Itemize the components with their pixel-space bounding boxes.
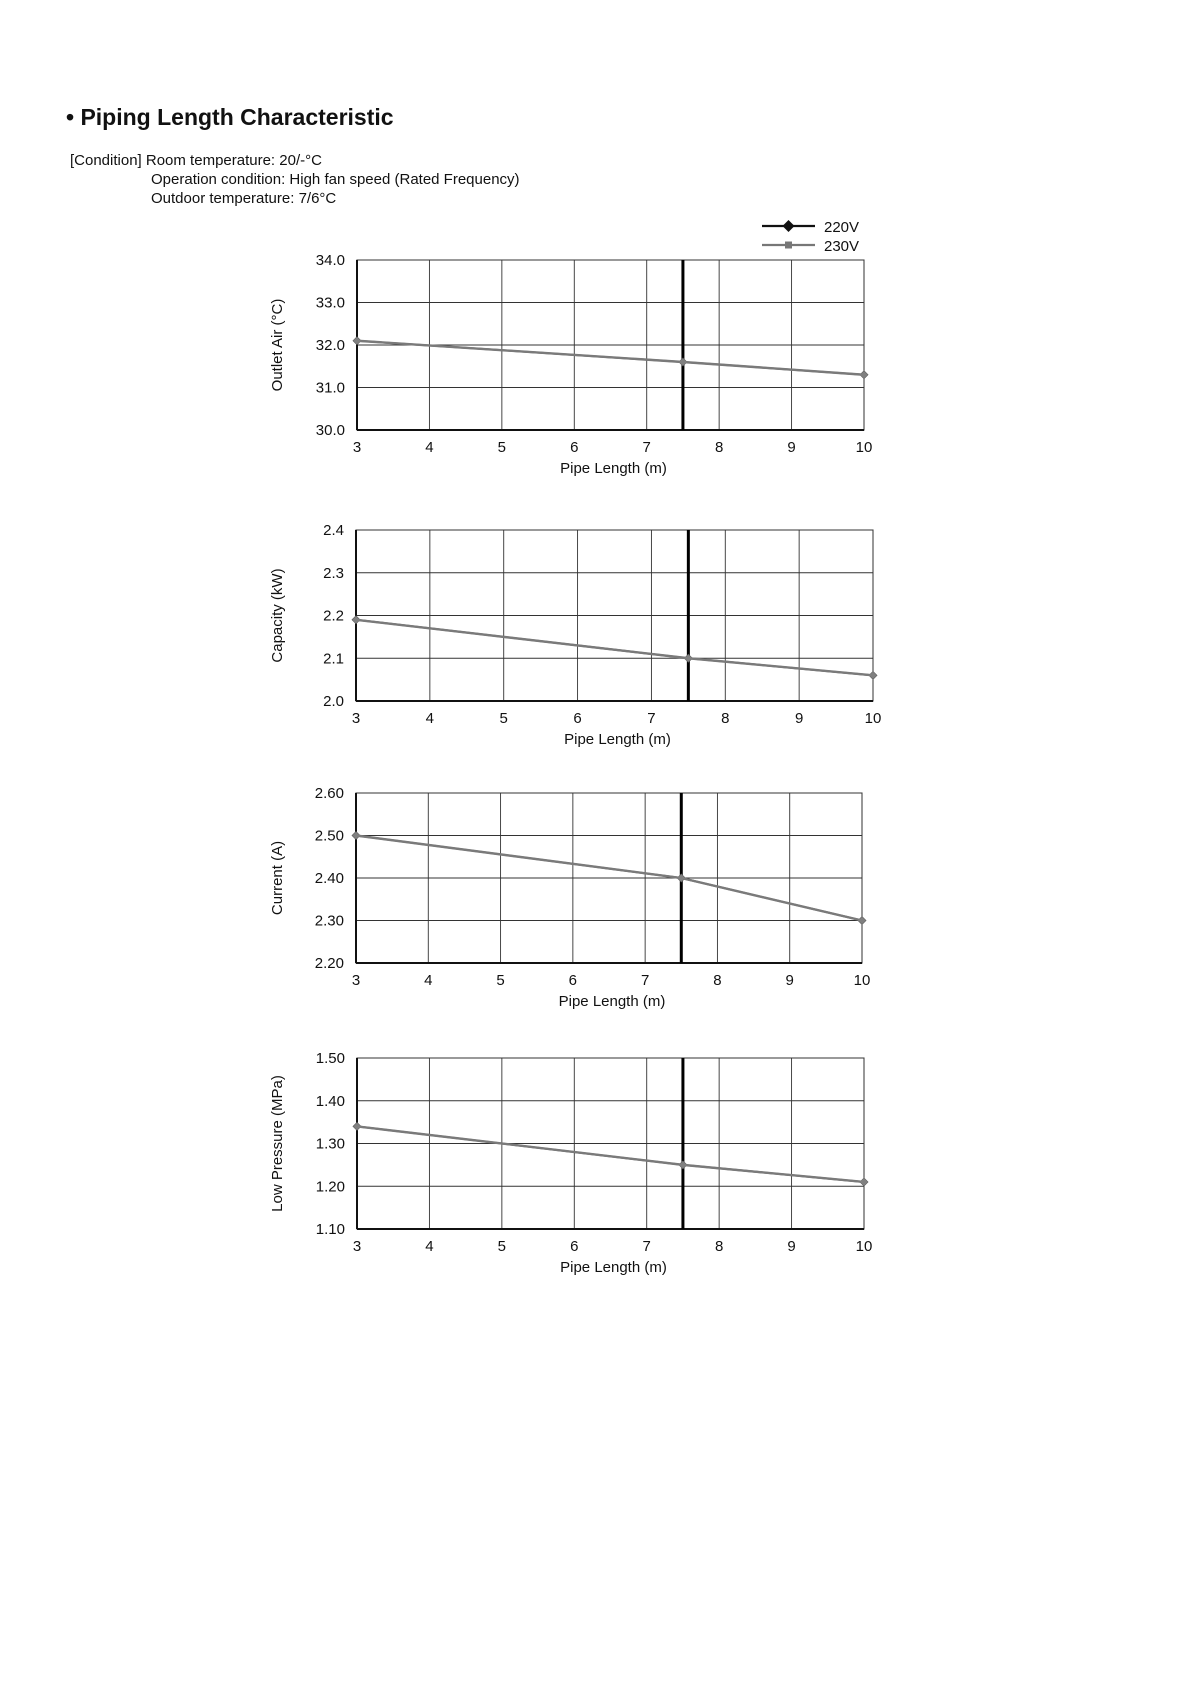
chart1-point-230V bbox=[353, 337, 361, 345]
condition-outdoor-temperature: Outdoor temperature: 7/6°C bbox=[151, 190, 337, 207]
chart1-y-tick-label: 30.0 bbox=[315, 422, 345, 439]
chart1-x-tick-label: 6 bbox=[570, 439, 579, 456]
chart4-x-tick-label: 7 bbox=[642, 1238, 651, 1255]
chart4-y-tick-label: 1.40 bbox=[315, 1092, 345, 1110]
legend-label-220V: 220V bbox=[824, 219, 860, 236]
chart3-x-tick-label: 10 bbox=[853, 972, 871, 989]
chart3-point-230V bbox=[677, 874, 685, 882]
chart4-y-tick-label: 1.10 bbox=[315, 1221, 345, 1238]
chart2-x-axis-title: Pipe Length (m) bbox=[564, 731, 671, 748]
chart4-x-tick-label: 10 bbox=[855, 1238, 873, 1255]
chart2-y-axis-title: Capacity (kW) bbox=[269, 568, 286, 663]
chart3-x-tick-label: 9 bbox=[785, 972, 794, 989]
condition-operation: Operation condition: High fan speed (Rated Frequency) bbox=[151, 171, 520, 188]
chart1-x-tick-label: 5 bbox=[497, 439, 507, 456]
chart2-y-tick-label: 2.4 bbox=[323, 522, 344, 539]
chart3-y-axis-title: Current (A) bbox=[269, 840, 286, 916]
chart1-x-axis-title: Pipe Length (m) bbox=[560, 460, 667, 477]
chart4-x-tick-label: 3 bbox=[352, 1238, 362, 1255]
chart4-x-tick-label: 8 bbox=[714, 1238, 724, 1255]
chart1-series-line-230V bbox=[357, 341, 864, 375]
chart2-series-line-230V bbox=[356, 620, 873, 676]
chart3-x-tick-label: 4 bbox=[424, 972, 433, 989]
chart2-y-tick-label: 2.2 bbox=[323, 607, 344, 625]
chart4-x-tick-label: 4 bbox=[425, 1238, 434, 1255]
chart2-y-tick-label: 2.3 bbox=[323, 564, 344, 582]
chart1-y-tick-label: 33.0 bbox=[315, 294, 345, 312]
chart4-y-tick-label: 1.20 bbox=[315, 1178, 345, 1196]
chart2-point-230V bbox=[685, 654, 693, 662]
chart1-x-tick-label: 8 bbox=[714, 439, 724, 456]
chart2-x-tick-label: 4 bbox=[425, 710, 435, 727]
chart4-point-230V bbox=[353, 1123, 361, 1131]
chart2-y-tick-label: 2.1 bbox=[323, 650, 344, 668]
page-title: • Piping Length Characteristic bbox=[66, 104, 394, 130]
chart4-y-tick-label: 1.30 bbox=[315, 1135, 345, 1153]
chart3-x-tick-label: 6 bbox=[568, 972, 578, 989]
chart1-y-tick-label: 34.0 bbox=[315, 252, 345, 269]
chart1-y-tick-label: 31.0 bbox=[315, 379, 345, 397]
chart2-point-230V bbox=[352, 616, 360, 624]
chart1-x-tick-label: 3 bbox=[352, 439, 362, 456]
chart3-point-230V bbox=[858, 917, 866, 925]
chart2-x-tick-label: 8 bbox=[721, 710, 730, 727]
chart2-x-tick-label: 10 bbox=[864, 710, 882, 727]
legend-marker-230V bbox=[785, 242, 792, 249]
chart1-point-230V bbox=[679, 358, 687, 366]
chart3-point-230V bbox=[352, 832, 360, 840]
chart3-x-tick-label: 8 bbox=[713, 972, 722, 989]
chart4-x-tick-label: 5 bbox=[497, 1238, 507, 1255]
chart1-x-tick-label: 7 bbox=[642, 439, 651, 456]
chart2-x-tick-label: 3 bbox=[351, 710, 361, 727]
chart1-y-tick-label: 32.0 bbox=[315, 337, 345, 354]
chart4-point-230V bbox=[860, 1178, 868, 1186]
legend-marker-220V bbox=[783, 220, 795, 232]
chart3-x-axis-title: Pipe Length (m) bbox=[558, 993, 666, 1010]
chart4-y-tick-label: 1.50 bbox=[315, 1050, 345, 1067]
chart4-x-tick-label: 9 bbox=[787, 1238, 796, 1255]
chart1-x-tick-label: 9 bbox=[787, 439, 796, 456]
chart1-x-tick-label: 10 bbox=[855, 439, 873, 456]
chart3-y-tick-label: 2.40 bbox=[314, 870, 344, 887]
chart2-x-tick-label: 5 bbox=[499, 710, 508, 727]
chart2-point-230V bbox=[869, 672, 877, 680]
chart3-x-tick-label: 7 bbox=[640, 972, 650, 989]
chart4-x-axis-title: Pipe Length (m) bbox=[560, 1259, 667, 1276]
chart2-x-tick-label: 6 bbox=[573, 710, 582, 727]
chart2-x-tick-label: 7 bbox=[647, 710, 656, 727]
chart3-y-tick-label: 2.50 bbox=[314, 827, 344, 845]
chart4-point-230V bbox=[679, 1161, 687, 1169]
chart2-x-tick-label: 9 bbox=[794, 710, 804, 727]
chart1-y-axis-title: Outlet Air (°C) bbox=[269, 298, 286, 392]
chart3-y-tick-label: 2.30 bbox=[314, 912, 344, 930]
chart2-y-tick-label: 2.0 bbox=[323, 693, 344, 710]
chart3-x-tick-label: 3 bbox=[351, 972, 361, 989]
chart1-point-230V bbox=[860, 371, 868, 379]
chart3-y-tick-label: 2.20 bbox=[314, 955, 344, 972]
legend-label-230V: 230V bbox=[824, 238, 860, 255]
chart4-y-axis-title: Low Pressure (MPa) bbox=[269, 1075, 286, 1212]
chart1-x-tick-label: 4 bbox=[425, 439, 434, 456]
chart4-x-tick-label: 6 bbox=[570, 1238, 579, 1255]
chart3-y-tick-label: 2.60 bbox=[314, 785, 344, 802]
chart3-x-tick-label: 5 bbox=[496, 972, 505, 989]
condition-room-temperature: [Condition] Room temperature: 20/-°C bbox=[70, 152, 322, 169]
chart4-series-line-230V bbox=[357, 1126, 864, 1182]
